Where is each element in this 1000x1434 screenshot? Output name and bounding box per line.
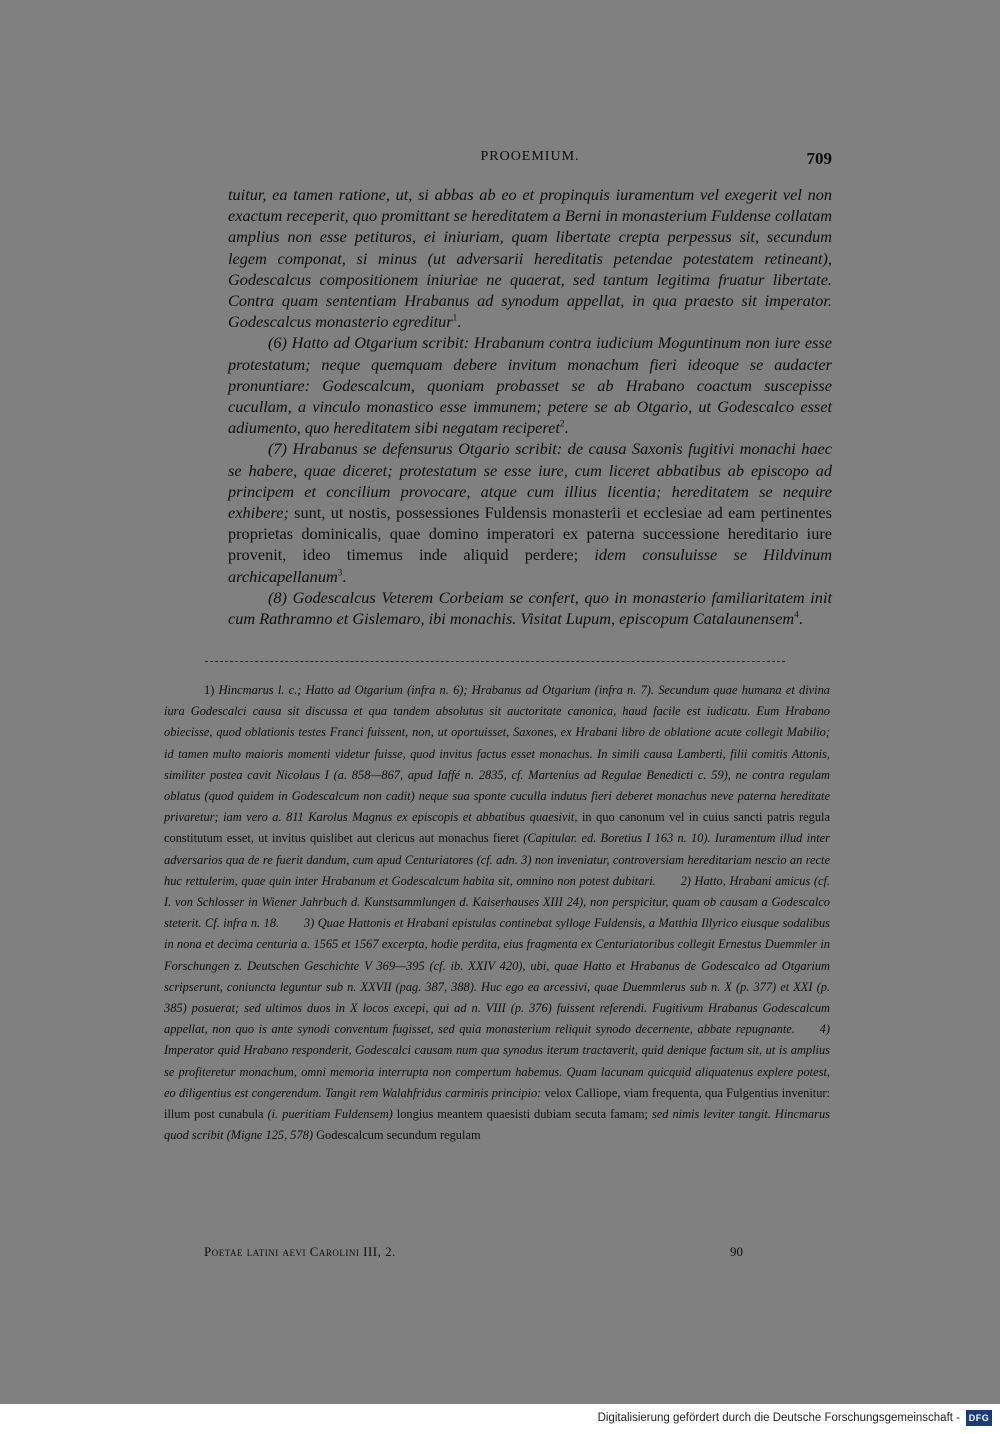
funding-note: Digitalisierung gefördert durch die Deutsche Forschungsgemeinschaft - xyxy=(597,1412,960,1424)
dfg-logo-icon[interactable]: DFG xyxy=(966,1410,992,1426)
footnote-2: 2) Hatto, Hrabani amicus (cf. I. von Schlosser in Wiener Jahrbuch d. Kunstsammlungen d. Kaiserhauses XIII 24), non perspicitur, quam ob causam a Godescalco steterit. Cf. infra n. 18. xyxy=(164,873,831,931)
paragraph-1 xyxy=(228,184,832,332)
p3-end: . xyxy=(342,566,347,586)
footnote-1 xyxy=(164,680,830,1146)
footnote-1-text-end: (Capitular. ed. Boretius I 163 n. 10). Iuramentum illud inter adversarios qua de re fuerit dandum, cum apud Centuriatores (cf. adn. 3) non inveniatur, controversiam hereditariam nescio an recte huc rettulerim, quae quin inter Hrabanum et Godescalcum habita sit, omnino non potest dubitari. xyxy=(164,831,830,888)
footnote-4-quote-3: Godescalcum secundum regulam xyxy=(313,1128,481,1143)
footnote-1-number: 1) xyxy=(204,683,219,697)
p4-end: . xyxy=(798,609,803,629)
printer-signature: Poetae latini aevi Carolini III, 2. xyxy=(204,1244,396,1259)
footnote-4-text: 4) Imperator quid Hrabano responderit, Godescalci causam num qua synodus iterum tractaverit, quid denique factum sit, ut is amplius se profiteretur monachum, omni memoria interrupta non compertum habemus. Quam lacunam quicquid aliquatenus explere potest, eo diligentius est congerendum. Tangit rem Walahfridus carminis principio: xyxy=(164,1022,830,1100)
main-text xyxy=(228,184,832,629)
p3-quote: sunt, ut nostis, possessiones Fuldensis monasterii et ecclesiae ad eam pertinentes proprietas dominicalis, quae domino imperatori ex paterna successione hereditario iure provenit, ideo timemus inde aliquid perdere; xyxy=(228,503,832,565)
p2-end: . xyxy=(564,418,569,438)
footnote-ref-4: 4 xyxy=(794,609,799,620)
p4-text: (8) Godescalcus Veterem Corbeiam se confert, quo in monasterio familiaritatem init cum Rathramno et Gislemaro, ibi monachis. Visitat Lupum, episcopum Catalaunensem xyxy=(228,587,832,629)
footnote-1-text: Hincmarus l. c.; Hatto ad Otgarium (infra n. 6); Hrabanus ad Otgarium (infra n. 7). Secundum quae humana et divina iura Godescalci causa sit discussa et qua tandem absolutus sit auctoritate canonica, haud facile est iudicatu. Eum Hrabano obiecisse, quod oblationis testes Franci fuissent, non, ut oportuisset, Saxones, ex Hrabani libro de oblatione acute collegit Mabilio; id tamen multo maioris momenti videtur fuisse, quod invitus factus esset monachus. In simili causa Lamberti, filii comitis Attonis, similiter postea cavit Nicolaus I (a. 858—867, apud Iaffé n. 2835, cf. Martenius ad Regulae Benedicti c. 59), ne contra regulam oblatus (quod quidem in Godescalcum non cadit) neque sua sponte cuculla indutus fieri deberet monachus neve paterna hereditate privaretur; iam vero a. 811 Karolus Magnus ex episcopis et abbatibus quaesivit, xyxy=(164,683,831,825)
paragraph-4 xyxy=(228,587,832,629)
footnote-ref-2: 2 xyxy=(559,418,565,429)
footnote-4-quote-2: longius meantem quaesisti dubiam secuta famam; xyxy=(392,1107,652,1122)
running-title: PROOEMIUM. xyxy=(480,149,580,164)
p1-end: . xyxy=(457,312,462,332)
paragraph-2 xyxy=(228,332,832,438)
digitization-footer xyxy=(0,1404,1000,1434)
page-number: 709 xyxy=(806,149,832,168)
footnote-1-quote: in quo canonum vel in cuius sancti patris regula constitutum esset, ut invitus quislibet aut clericus aut monachus fieret xyxy=(164,810,830,846)
footnote-4-quote: velox Calliope, viam frequenta, qua Fulgentius invenitur: illum post cunabula xyxy=(164,1085,830,1122)
footnote-4-gloss: (i. pueritiam Fuldensem) xyxy=(267,1107,393,1122)
p2-text: (6) Hatto ad Otgarium scribit: Hrabanum contra iudicium Moguntinum non iure esse protestatum; neque quemquam debere invitum monachum fieri ideoque se audacter pronuntiare: Godescalcum, quoniam probasset se ab Hrabano coactum suscepisse cucullam, a vinculo monastico esse immunem; petere se ab Otgario, ut Godescalco esset adiumento, quo hereditatem sibi negatam reciperet xyxy=(228,333,832,438)
running-header xyxy=(228,149,832,171)
p3-text-end: idem consuluisse se Hildvinum archicapellanum xyxy=(228,545,832,586)
p1-text: tuitur, ea tamen ratione, ut, si abbas ab eo et propinquis iuramentum vel exegerit vel non exactum receperit, quo promittant se hereditatem a Berni in monasterium Fuldense collatam amplius non esse petituros, ei iniuriam, quam libertate crepta perpessus sit, secundum legem componat, si minus (ut adversarii hereditatis petendae potestatem retineant), Godescalcus compositionem iniuriae ne quaerat, sed tantum legitima fruatur libertate. Contra quam sententiam Hrabanus ad synodum appellat, in qua praesto sit imperator. Godescalcus monasterio egreditur xyxy=(228,185,832,332)
footnote-ref-1: 1 xyxy=(452,312,458,323)
footnote-4-text-2: sed nimis leviter tangit. Hincmarus quod scribit (Migne 125, 578) xyxy=(164,1107,830,1143)
sheet-number: 90 xyxy=(730,1244,743,1259)
footnote-divider xyxy=(205,661,785,664)
p3-text-italic: (7) Hrabanus se defensurus Otgario scribit: de causa Saxonis fugitivi monachi haec se habere, quae diceret; protestatum se esse iure, cum liceret abbatibus ab episcopo ad principem et concilium provocare, atque cum illius licentia; hereditatem se nequire exhibere; xyxy=(228,439,832,523)
paragraph-3 xyxy=(228,438,832,586)
footnote-3: 3) Quae Hattonis et Hrabani epistulas continebat sylloge Fuldensis, a Matthia Illyrico eiusque sodalibus in nona et decima centuria a. 1565 et 1567 excerpta, hodie perdita, eius fragmenta ex Centuriatoribus collegit Ernestus Duemmler in Forschungen z. Deutschen Geschichte V 369—395 (cf. ib. XXIV 420), ubi, quae Hatto et Hrabanus de Godescalco ad Otgarium scripserunt, coniuncta leguntur sub n. XXVII (pag. 387, 388). Huc ego ea arcessivi, quae Duemmlerus sub n. X (p. 377) et XXI (p. 385) posuerat; sed ultimos duos in X locos excepi, qui ad n. VIII (p. 376) fuissent referendi. Fugitivum Hrabanus Godescalcum appellat, non quo is ante synodi conventum fugisset, sed quia monasterium reliquit synodo decernente, abbate repugnante. xyxy=(164,916,830,1037)
footnotes xyxy=(164,680,830,1146)
footnote-ref-3: 3 xyxy=(337,567,343,578)
